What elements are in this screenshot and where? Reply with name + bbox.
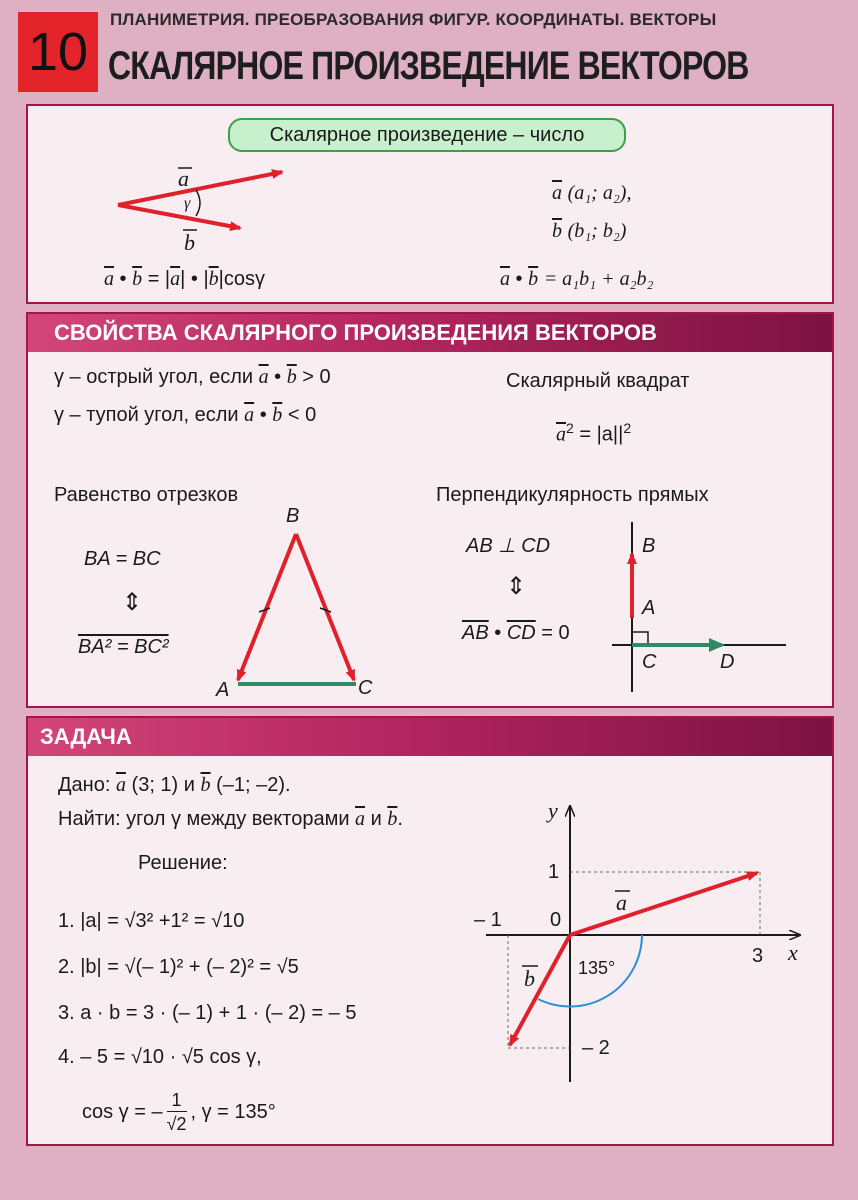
sheet-number: 10 <box>18 12 98 92</box>
perp-point-c: C <box>642 651 657 673</box>
solution-heading: Решение: <box>138 852 228 874</box>
perp-equivalence-icon: ⇕ <box>506 573 527 600</box>
obtuse-angle-rule: γ – тупой угол, если $\overline{a}$ • $\overline{b} < 0$ <box>54 404 317 426</box>
solution-step-4: 4. – 5 = √10 · √5 cos γ, <box>58 1046 262 1068</box>
vector-a-label: a <box>178 166 189 191</box>
segments-vector-equation: BA² = BC² <box>78 636 169 658</box>
point-c-label: C <box>358 677 373 699</box>
point-a-label: A <box>216 679 230 701</box>
find-line: Найти: угол γ между векторами $\overline{a}$ и $\overline{b}$. <box>58 808 403 830</box>
plot-vector-a-label: a <box>616 890 627 915</box>
segments-equation: BA = BC <box>84 548 161 570</box>
acute-angle-rule: γ – острый угол, если $\overline{a}$ • $\overline{b} > 0$ <box>54 366 331 388</box>
solution-step-3: 3. a · b = 3 · (– 1) + 1 · (– 2) = – 5 <box>58 1002 357 1024</box>
solution-step-5: cos γ = – 1 √2 , γ = 135° <box>82 1090 276 1134</box>
axis-y-label: y <box>548 798 558 823</box>
perpendicular-equation: AB ⊥ CD <box>466 535 551 557</box>
tick-origin: 0 <box>550 909 562 931</box>
sheet-subtitle: ПЛАНИМЕТРИЯ. ПРЕОБРАЗОВАНИЯ ФИГУР. КООРДИНАТЫ. ВЕКТОРЫ <box>110 10 717 29</box>
scalar-square-label: Скалярный квадрат <box>506 370 690 392</box>
segments-equality-label: Равенство отрезков <box>54 484 239 506</box>
properties-banner: СВОЙСТВА СКАЛЯРНОГО ПРОИЗВЕДЕНИЯ ВЕКТОРОВ <box>28 314 832 352</box>
solution-step-1: 1. |a| = √3² +1² = √10 <box>58 910 245 932</box>
point-b-label: B <box>286 505 300 527</box>
scalar-square-formula: $\overline{a}^2 = |a||^2$ <box>556 420 632 446</box>
perpendicular-label: Перпендикулярность прямых <box>436 484 709 506</box>
perpendicular-vector-equation: $\overline{AB}$ • $\overline{CD} = 0$ <box>462 622 570 644</box>
perp-point-d: D <box>720 651 735 673</box>
problem-banner: ЗАДАЧА <box>28 718 832 756</box>
plot-vector-b-label: b <box>524 966 535 991</box>
tick-y-minus-2: – 2 <box>582 1037 610 1059</box>
page-title: СКАЛЯРНОЕ ПРОИЗВЕДЕНИЕ ВЕКТОРОВ <box>108 44 749 88</box>
tick-x-3: 3 <box>752 945 764 967</box>
vector-b-coords: $\overline{b}$ (b₁; b₂) <box>552 220 627 242</box>
solution-step-2: 2. |b| = √(– 1)² + (– 2)² = √5 <box>58 956 299 978</box>
vector-a-coords: $\overline{a}$ (a₁; a₂), <box>552 182 632 204</box>
coordinate-formula: $\overline{a}$ • $\overline{b} = a_1b_1 + a_2b_2$ <box>500 268 654 290</box>
vector-b-label: b <box>184 230 195 255</box>
perp-point-b: B <box>642 535 656 557</box>
gamma-label: γ <box>184 195 191 212</box>
segments-equivalence-icon: ⇕ <box>122 589 143 616</box>
given-line: Дано: $\overline{a}$ (3; 1) и $\overline{b}$ (–1; –2). <box>58 774 291 796</box>
definition-pill: Скалярное произведение – число <box>228 118 626 152</box>
tick-x-minus-1: – 1 <box>474 909 502 931</box>
axis-x-label: x <box>788 940 798 965</box>
perp-point-a: A <box>642 597 656 619</box>
dot-product-formula: $\overline{a}$ • $\overline{b} = |\overline{a}|$ • $|\overline{b}|\cos\gamma$ <box>104 268 265 290</box>
angle-label: 135° <box>578 958 616 978</box>
tick-y-1: 1 <box>548 861 560 883</box>
